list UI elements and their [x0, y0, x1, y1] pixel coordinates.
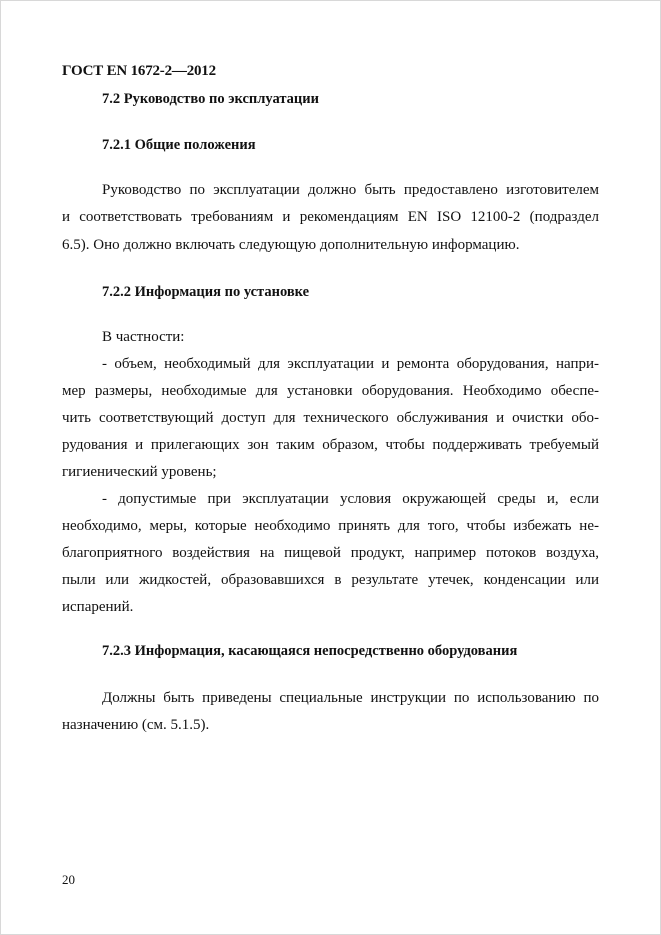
paragraph-line: назначению (см. 5.1.5). — [62, 717, 210, 733]
paragraph-line: В частности: — [102, 329, 185, 345]
list-item-line: испарений. — [62, 599, 134, 615]
paragraph-line: Руководство по эксплуатации должно быть предоставлено изготовителем — [102, 182, 599, 198]
heading-7-2-3: 7.2.3 Информация, касающаяся непосредственно оборудования — [102, 643, 518, 659]
paragraph-line: 6.5). Оно должно включать следующую дополнительную информацию. — [62, 237, 520, 253]
list-item-line: гигиенический уровень; — [62, 464, 217, 480]
list-item-line: - допустимые при эксплуатации условия окружающей среды и, если — [102, 491, 599, 507]
paragraph-line: и соответствовать требованиям и рекомендациям EN ISO 12100-2 (подраздел — [62, 209, 599, 225]
page-number: 20 — [62, 872, 75, 887]
standard-code: ГОСТ EN 1672-2—2012 — [62, 63, 216, 79]
list-item-line: - объем, необходимый для эксплуатации и ремонта оборудования, напри- — [102, 356, 599, 372]
list-item-line: пыли или жидкостей, образовавшихся в результате утечек, конденсации или — [62, 572, 599, 588]
heading-7-2-2: 7.2.2 Информация по установке — [102, 284, 310, 300]
list-item-line: рудования и прилегающих зон таким образом, чтобы поддерживать требуемый — [62, 437, 599, 453]
paragraph-line: Должны быть приведены специальные инструкции по использованию по — [102, 690, 599, 706]
heading-7-2-1: 7.2.1 Общие положения — [102, 137, 256, 153]
list-item-line: благоприятного воздействия на пищевой продукт, например потоков воздуха, — [62, 545, 599, 561]
heading-7-2: 7.2 Руководство по эксплуатации — [102, 91, 319, 107]
list-item-line: чить соответствующий доступ для технического обслуживания и очистки обо- — [62, 410, 599, 426]
list-item-line: мер размеры, необходимые для установки оборудования. Необходимо обеспе- — [62, 383, 599, 399]
list-item-line: необходимо, меры, которые необходимо принять для того, чтобы избежать не- — [62, 518, 599, 534]
